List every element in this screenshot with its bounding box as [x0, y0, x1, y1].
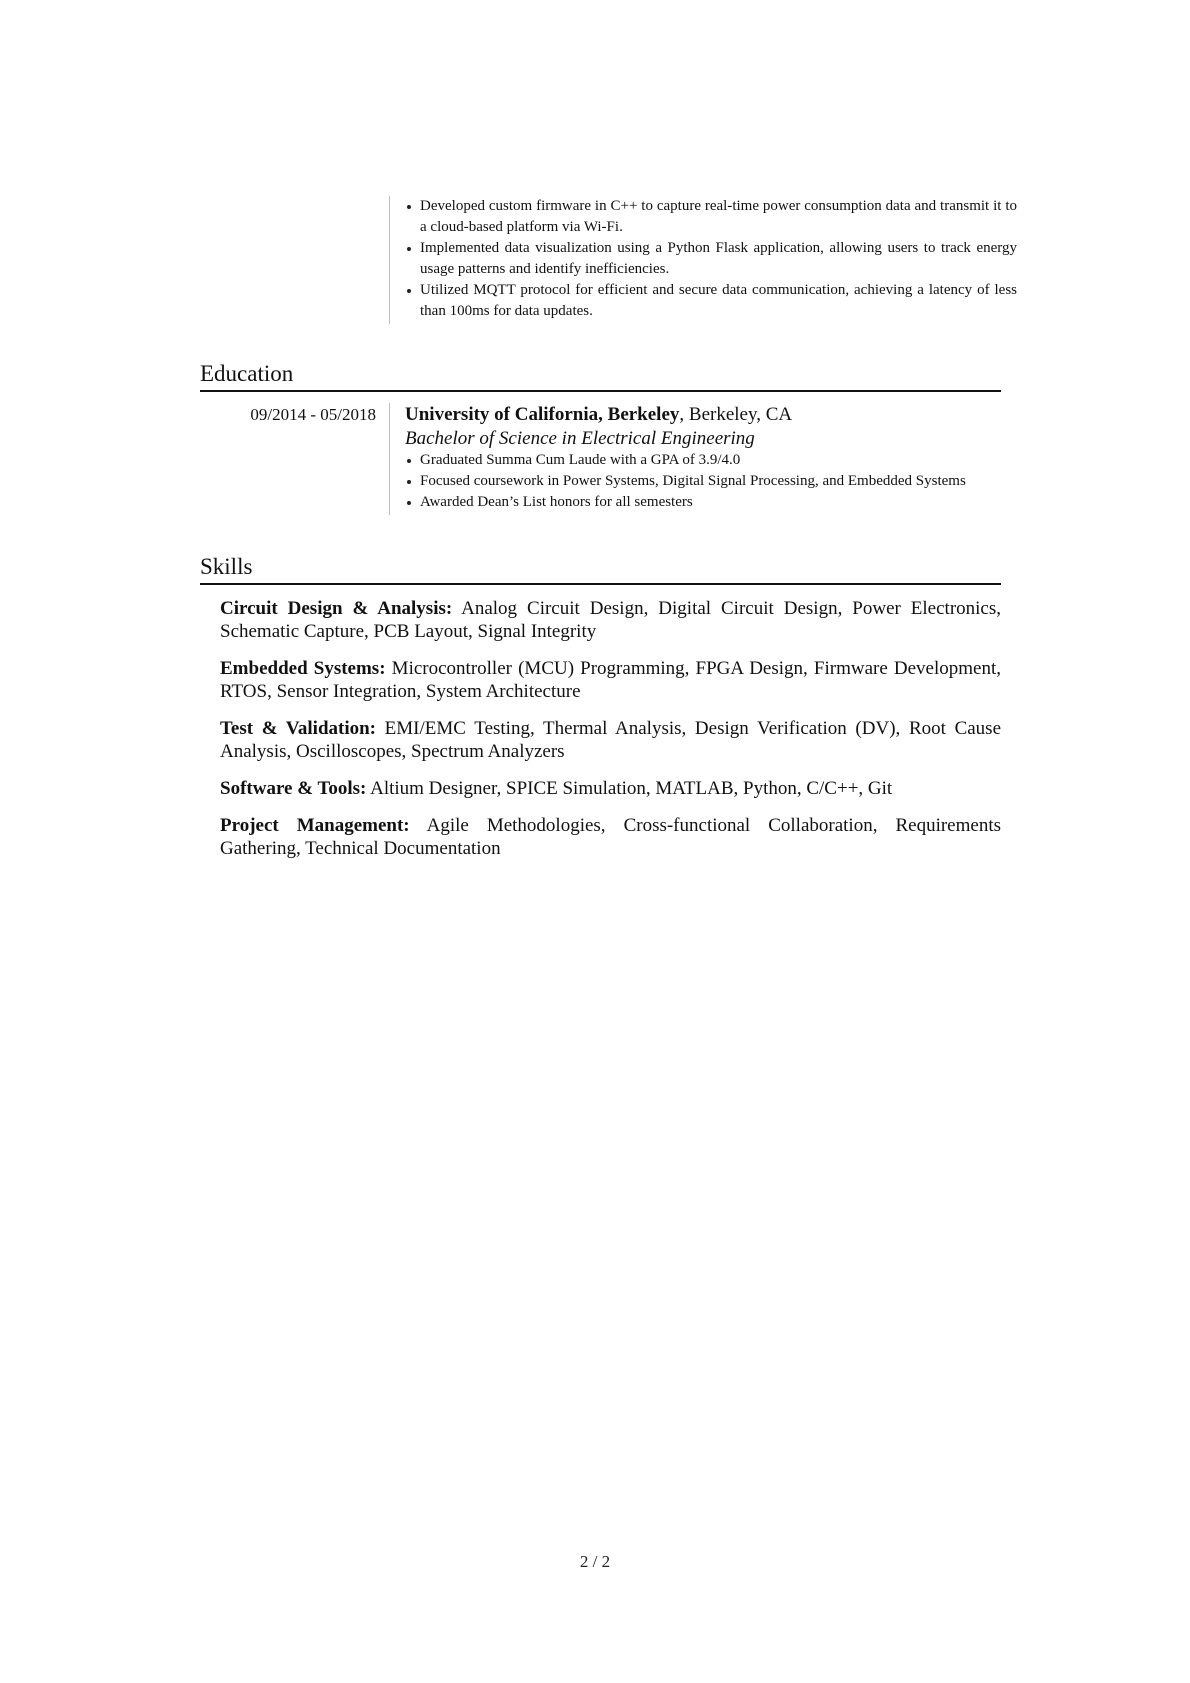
skill-text: Agile Methodologies, Cross-functional Collaboration, Requirements Gathering, Technical Documentation: [220, 815, 1001, 859]
education-heading: Education: [200, 360, 1001, 392]
experience-bullet-list: [405, 196, 1017, 322]
school-location: , Berkeley, CA: [679, 404, 793, 425]
skill-category: Test & Validation:: [220, 718, 377, 739]
skills-heading: Skills: [200, 553, 1001, 585]
skill-text: Analog Circuit Design, Digital Circuit Design, Power Electronics, Schematic Capture, PCB Layout, Signal Integrity: [220, 598, 1001, 642]
experience-bullet: Implemented data visualization using a Python Flask application, allowing users to track energy usage patterns and identify inefficiencies.: [405, 238, 1017, 280]
skill-item: [220, 814, 1001, 860]
skill-item: [220, 597, 1001, 643]
skill-item: [220, 777, 1001, 800]
skill-item: [220, 717, 1001, 763]
experience-continuation: [389, 196, 1017, 324]
education-dates: 09/2014 - 05/2018: [250, 405, 376, 424]
skill-category: Circuit Design & Analysis:: [220, 598, 453, 619]
skill-category: Project Management:: [220, 815, 410, 836]
experience-bullet: Utilized MQTT protocol for efficient and secure data communication, achieving a latency of less than 100ms for data updates.: [405, 280, 1017, 322]
skill-category: Embedded Systems:: [220, 658, 386, 679]
education-bullet: Graduated Summa Cum Laude with a GPA of 3.9/4.0: [405, 450, 1017, 471]
education-school-line: [405, 403, 1017, 427]
skill-category: Software & Tools:: [220, 778, 367, 799]
education-entry: [389, 403, 1017, 515]
school-name: University of California, Berkeley: [405, 404, 680, 425]
education-bullet: Focused coursework in Power Systems, Digital Signal Processing, and Embedded Systems: [405, 471, 1017, 492]
skill-item: [220, 657, 1001, 703]
experience-bullet: Developed custom firmware in C++ to capture real-time power consumption data and transmit it to a cloud-based platform via Wi-Fi.: [405, 196, 1017, 238]
education-bullet: Awarded Dean’s List honors for all semesters: [405, 492, 1017, 513]
skill-text: EMI/EMC Testing, Thermal Analysis, Design Verification (DV), Root Cause Analysis, Oscilloscopes, Spectrum Analyzers: [220, 718, 1002, 762]
skill-text: Altium Designer, SPICE Simulation, MATLAB, Python, C/C++, Git: [366, 778, 893, 799]
education-bullet-list: [405, 450, 1017, 513]
page-number: 2 / 2: [579, 1552, 611, 1571]
skills-list: [220, 597, 1001, 874]
skill-text: Microcontroller (MCU) Programming, FPGA Design, Firmware Development, RTOS, Sensor Integration, System Architecture: [220, 658, 1002, 702]
degree-title: Bachelor of Science in Electrical Engineering: [405, 428, 755, 449]
